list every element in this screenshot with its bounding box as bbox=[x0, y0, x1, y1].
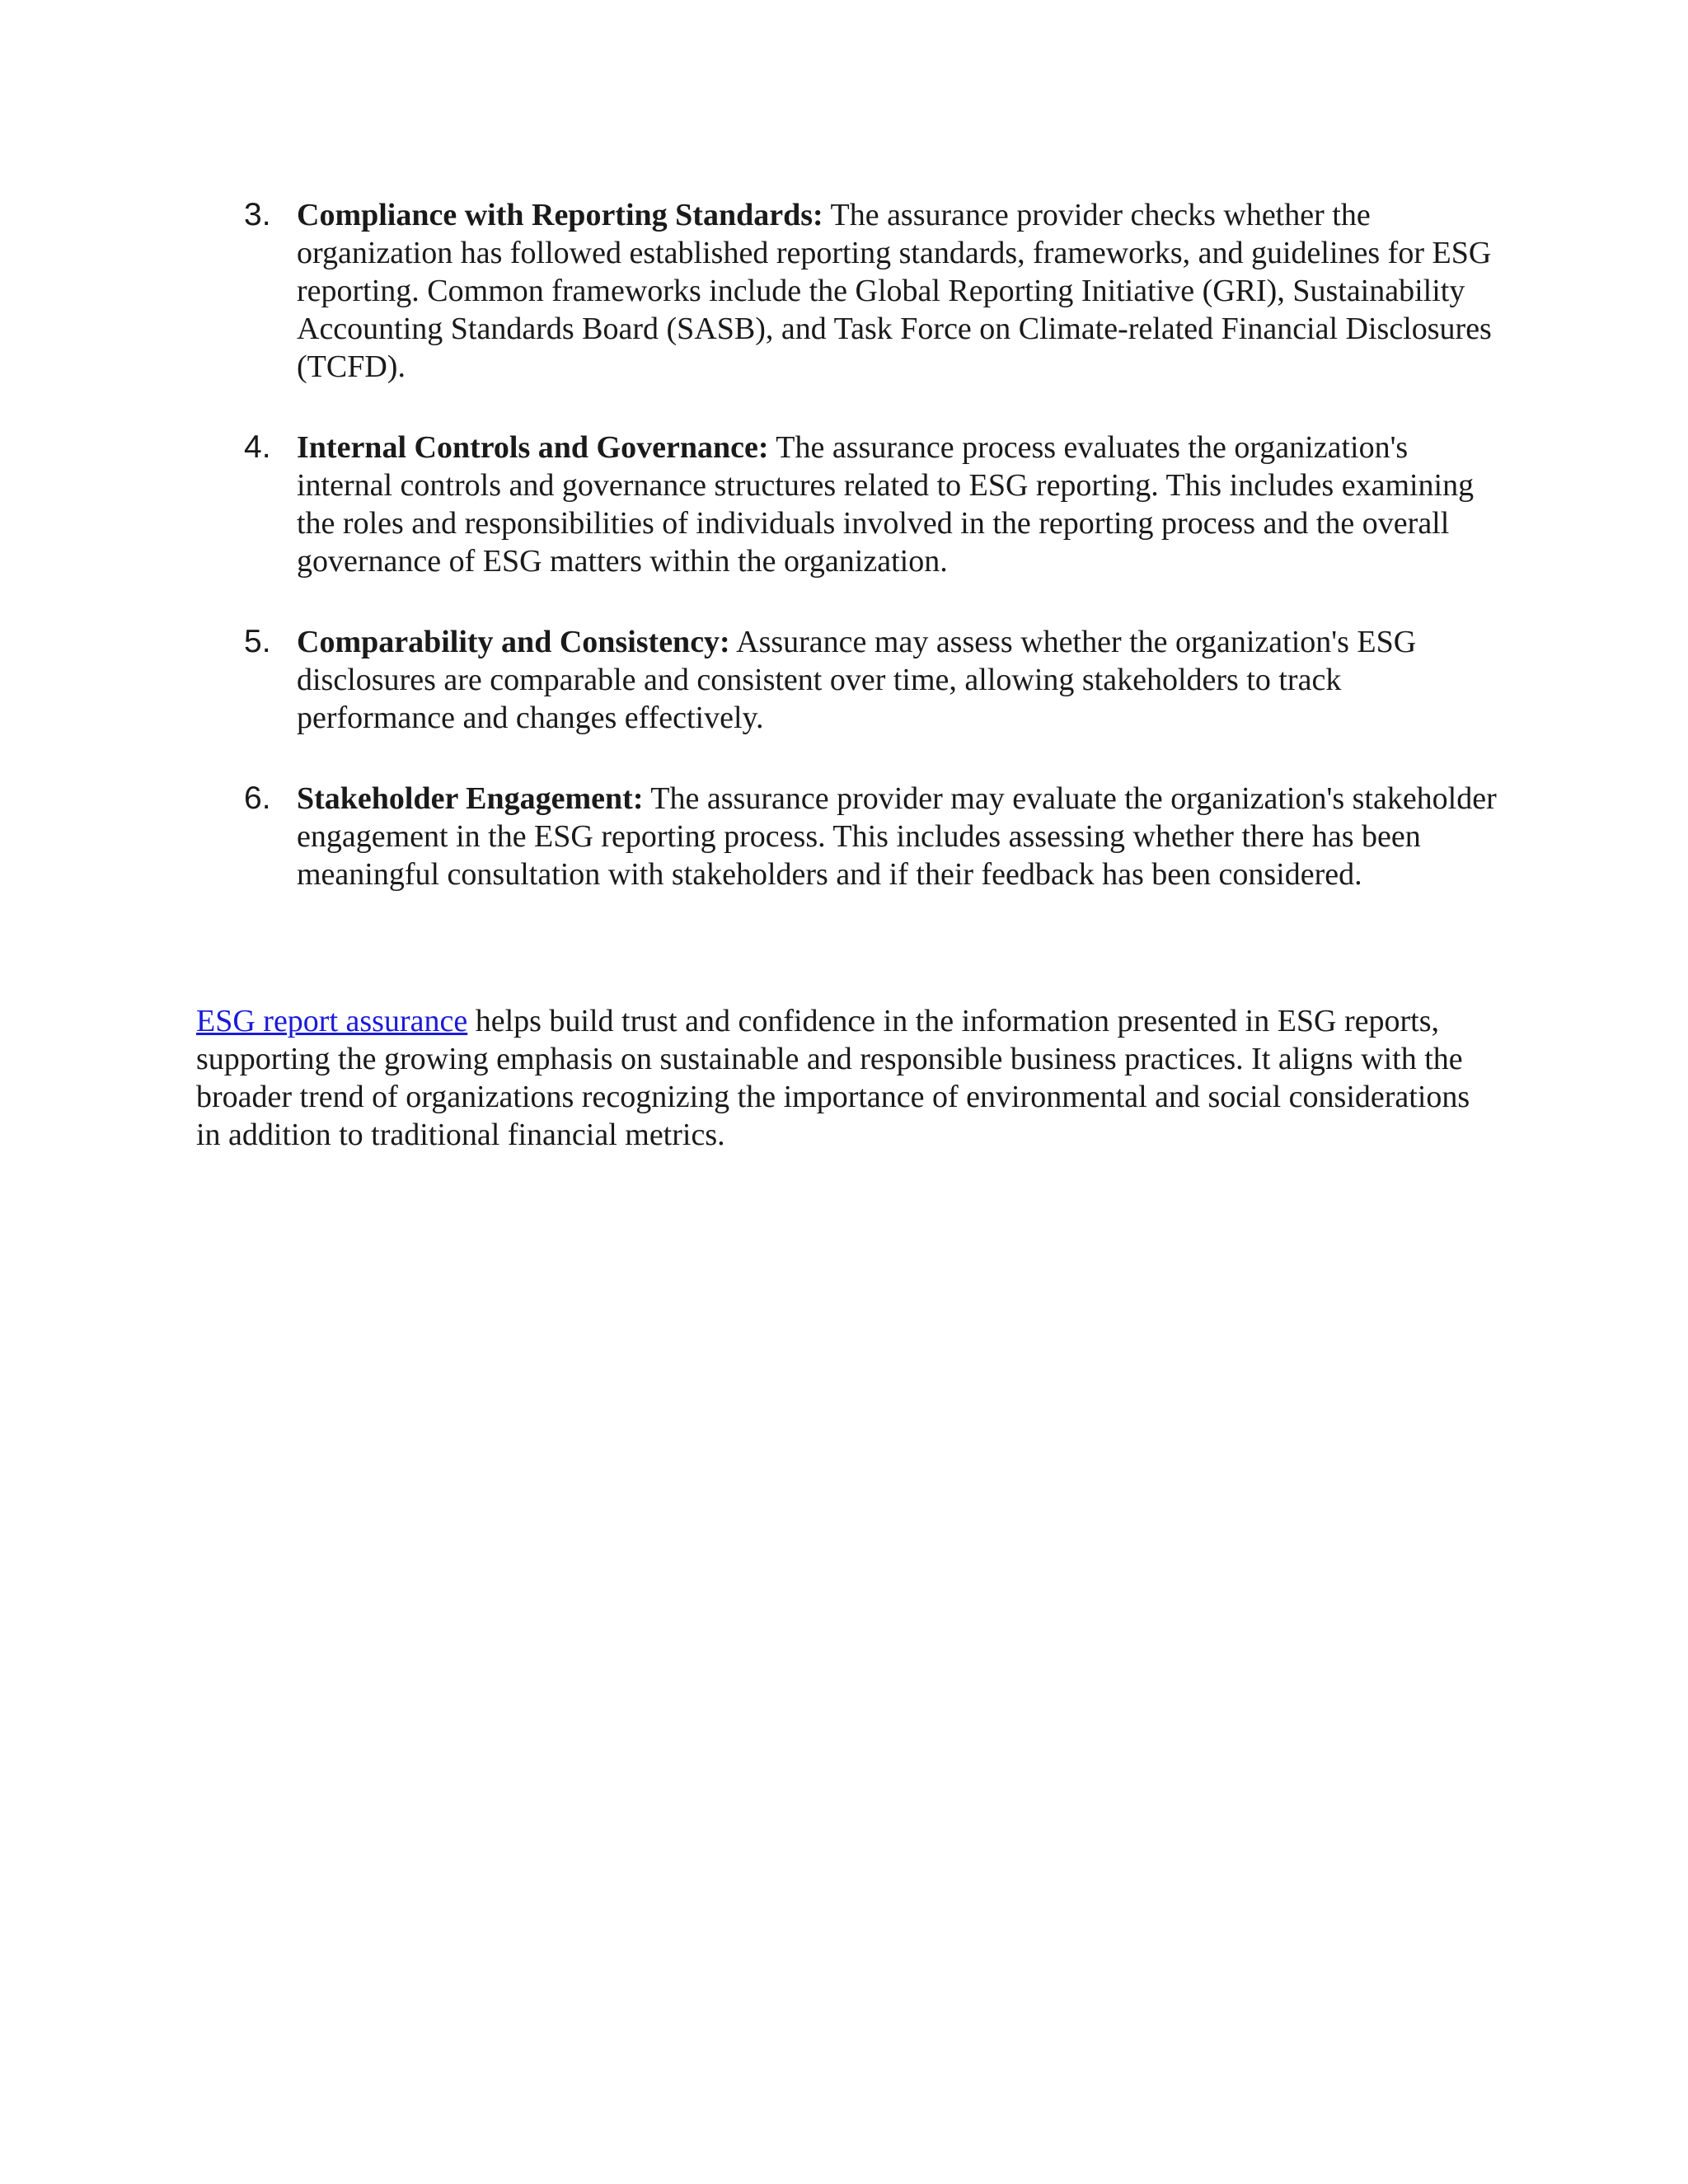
list-item-number: 5. bbox=[244, 624, 271, 659]
list-item-text: The assurance provider may evaluate the organization's stakeholder engagement in the ESG reporting process. This includes assessing whether there has been meaningful consultation with stakeholders and if their feedback has been considered. bbox=[297, 781, 1497, 892]
list-item-title: Stakeholder Engagement: bbox=[297, 781, 644, 816]
list-item-number: 3. bbox=[244, 197, 271, 232]
list-item-text: Assurance may assess whether the organization's ESG disclosures are comparable and consistent over time, allowing stakeholders to track performance and changes effectively. bbox=[297, 625, 1417, 735]
list-item-title: Comparability and Consistency: bbox=[297, 625, 730, 659]
list-item bbox=[244, 780, 1497, 893]
list-item-title: Internal Controls and Governance: bbox=[297, 430, 769, 465]
list-item-text: The assurance provider checks whether the organization has followed established reporting standards, frameworks, and guidelines for ESG reporting. Common frameworks include the Global Reporting Initiative (GRI), Sustainability Accounting Standards Board (SASB), and Task Force on Climate-related Financial Disclosures (TCFD). bbox=[297, 198, 1492, 384]
list-item-number: 4. bbox=[244, 429, 271, 465]
list-item-title: Compliance with Reporting Standards: bbox=[297, 198, 823, 232]
list-item bbox=[244, 429, 1497, 580]
closing-paragraph bbox=[196, 1002, 1498, 1154]
list-item bbox=[244, 623, 1497, 737]
closing-paragraph-text: helps build trust and confidence in the information presented in ESG reports, supporting the growing emphasis on sustainable and responsible business practices. It aligns with the broader trend of organizations recognizing the importance of environmental and social considerations in addition to traditional financial metrics. bbox=[196, 1004, 1470, 1152]
esg-report-assurance-link[interactable]: ESG report assurance bbox=[196, 1004, 468, 1038]
list-item-text: The assurance process evaluates the organization's internal controls and governance structures related to ESG reporting. This includes examining the roles and responsibilities of individuals involved in the reporting process and the overall governance of ESG matters within the organization. bbox=[297, 430, 1475, 579]
numbered-list bbox=[244, 196, 1497, 936]
list-item-number: 6. bbox=[244, 780, 271, 816]
list-item bbox=[244, 196, 1497, 386]
